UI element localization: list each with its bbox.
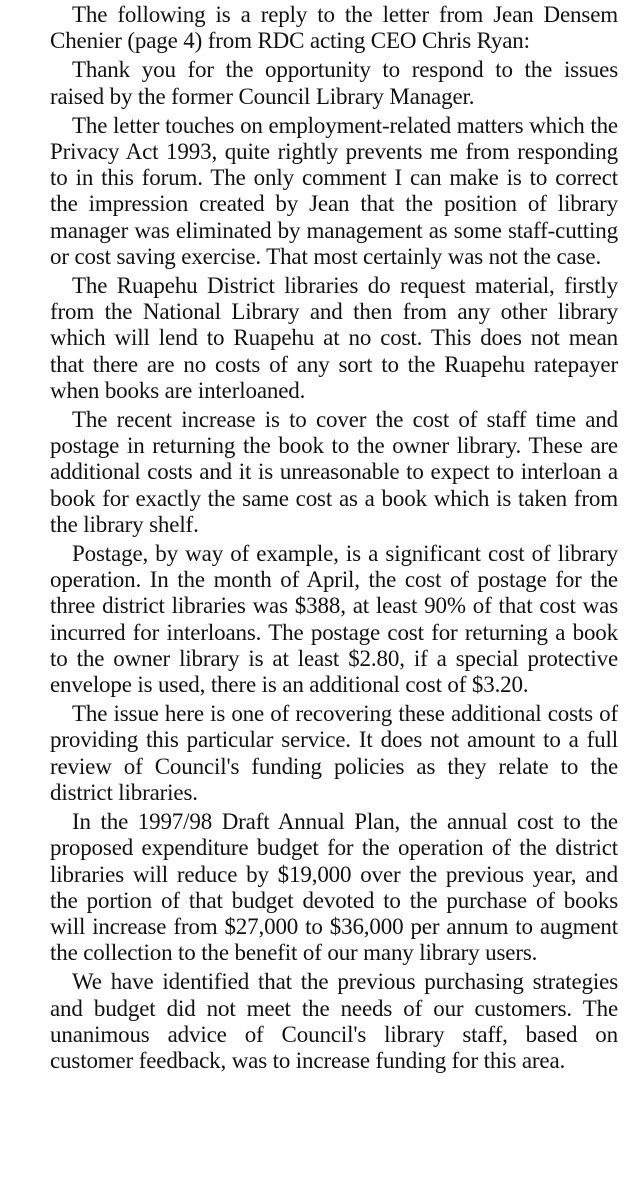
annual-plan-paragraph: In the 1997/98 Draft Annual Plan, the annual cost to the proposed expenditure budget for the operation of the district libraries will reduce by $19,000 over the previous year, and the portion of that budget devoted to the purchase of books will increase from $27,000 to $36,000 per annum to augment the collection to the benefit of our many library users. (50, 809, 618, 966)
recovering-costs-paragraph: The issue here is one of recovering these additional costs of providing this particular service. It does not amount to a full review of Council's funding policies as they relate to the district libraries. (50, 701, 618, 805)
intro-paragraph: The following is a reply to the letter from Jean Densem Chenier (page 4) from RDC acting CEO Chris Ryan: (50, 2, 618, 54)
employment-paragraph: The letter touches on employment-related matters which the Privacy Act 1993, quite rightly prevents me from responding to in this forum. The only comment I can make is to correct the impression created by Jean that the position of library manager was eliminated by management as some staff-cutting or cost saving exercise. That most certainly was not the case. (50, 112, 618, 269)
cost-increase-paragraph: The recent increase is to cover the cost of staff time and postage in returning the book to the owner library. These are additional costs and it is unreasonable to expect to interloan a book for exactly the same cost as a book which is taken from the library shelf. (50, 407, 618, 537)
interloan-requests-paragraph: The Ruapehu District libraries do request material, firstly from the National Library and then from any other library which will lend to Ruapehu at no cost. This does not mean that there are no costs of any sort to the Ruapehu ratepayer when books are interloaned. (50, 273, 618, 403)
thanks-paragraph: Thank you for the opportunity to respond to the issues raised by the former Council Library Manager. (50, 57, 618, 109)
purchasing-strategies-paragraph: We have identified that the previous purchasing strategies and budget did not meet the needs of our customers. The unanimous advice of Council's library staff, based on customer feedback, was to increase funding for this area. (50, 969, 618, 1073)
letter-article (50, 2, 618, 1077)
postage-paragraph: Postage, by way of example, is a significant cost of library operation. In the month of April, the cost of postage for the three district libraries was $388, at least 90% of that cost was incurred for interloans. The postage cost for returning a book to the owner library is at least $2.80, if a special protective envelope is used, there is an additional cost of $3.20. (50, 541, 618, 698)
